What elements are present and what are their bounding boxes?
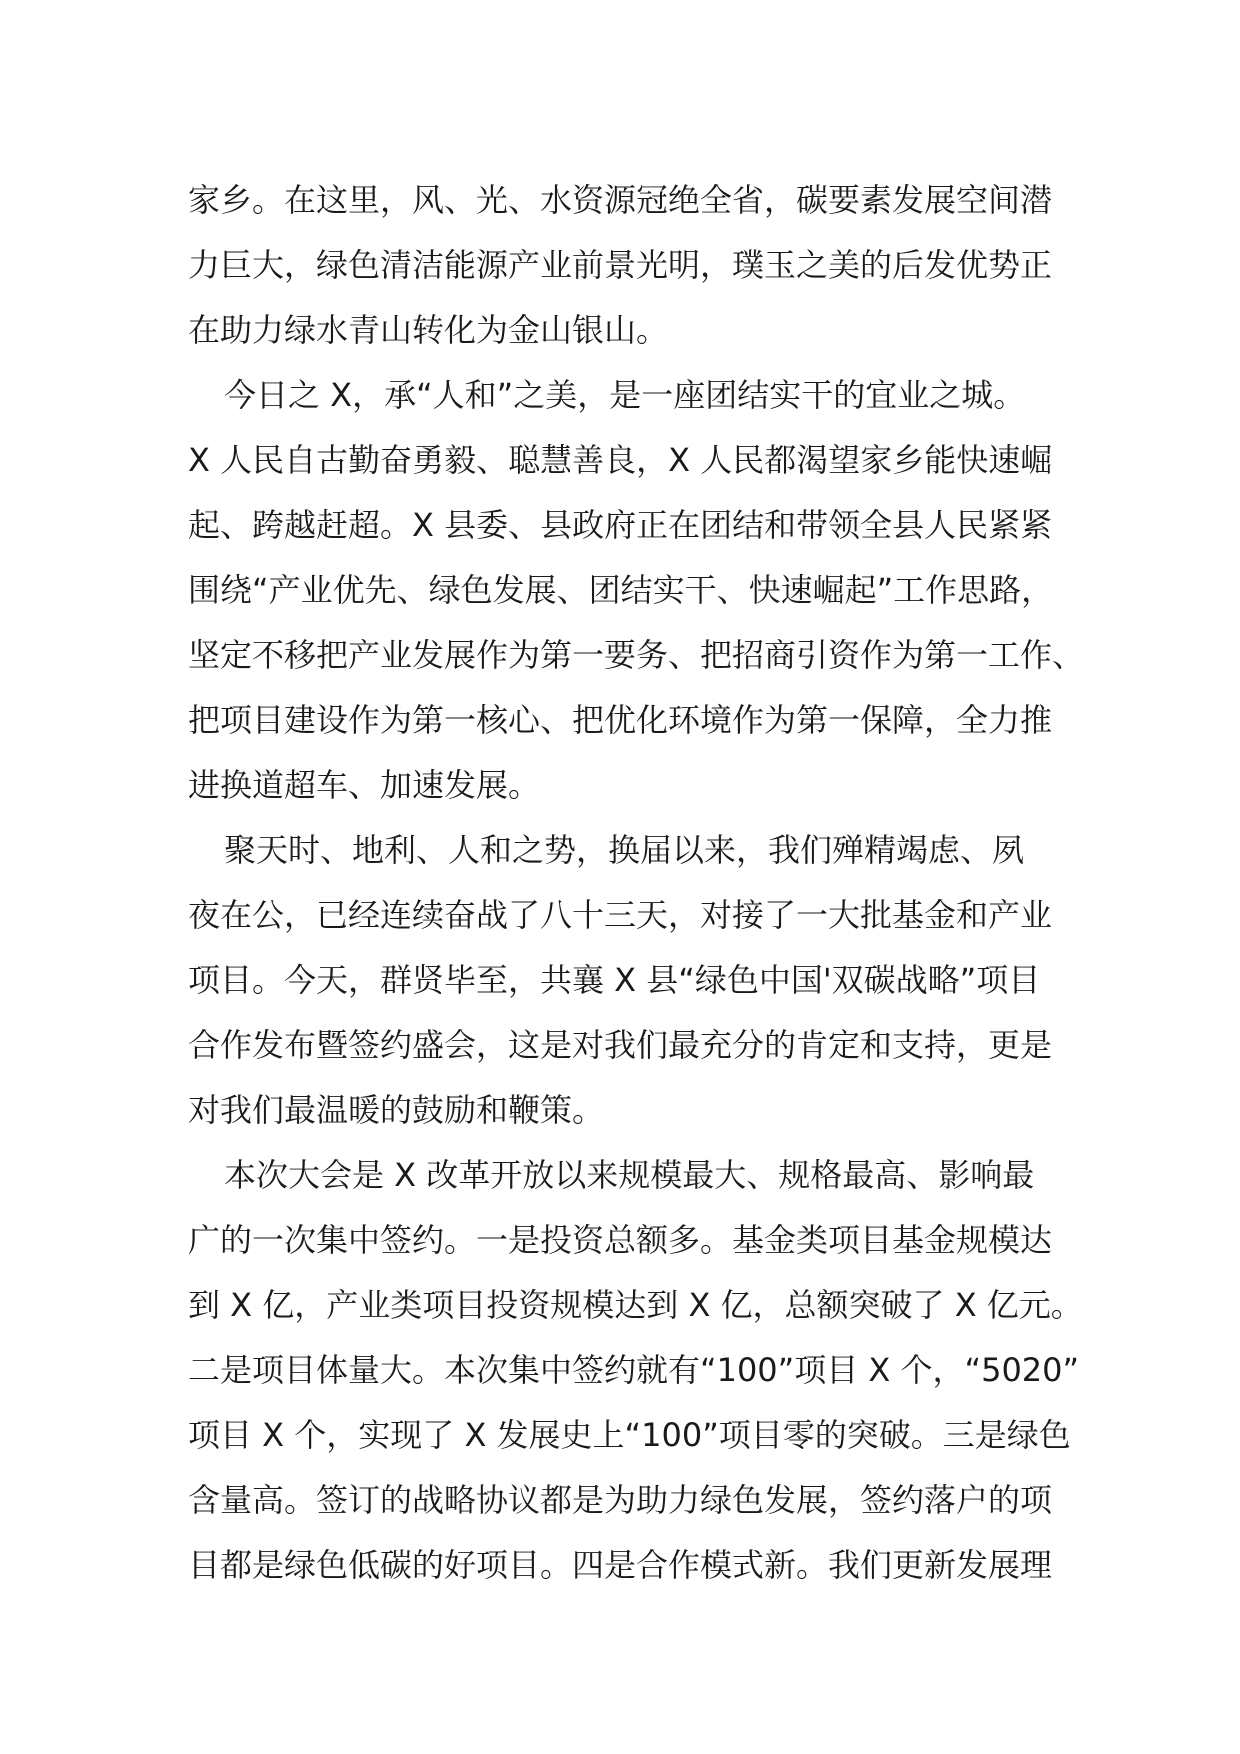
- text-line: 到 X 亿，产业类项目投资规模达到 X 亿，总额突破了 X 亿元。: [188, 1286, 1083, 1324]
- text-line: 家乡。在这里，风、光、水资源冠绝全省，碳要素发展空间潜: [188, 181, 1053, 219]
- text-line: 合作发布暨签约盛会，这是对我们最充分的肯定和支持，更是: [188, 1026, 1053, 1064]
- text-line: X 人民自古勤奋勇毅、聪慧善良，X 人民都渴望家乡能快速崛: [188, 441, 1053, 479]
- text-line: 广的一次集中签约。一是投资总额多。基金类项目基金规模达: [188, 1221, 1053, 1259]
- text-line: 对我们最温暖的鼓励和鞭策。: [188, 1091, 605, 1129]
- text-line: 围绕“产业优先、绿色发展、团结实干、快速崛起”工作思路，: [188, 571, 1054, 609]
- text-line: 力巨大，绿色清洁能源产业前景光明，璞玉之美的后发优势正: [188, 246, 1053, 284]
- text-line: 夜在公，已经连续奋战了八十三天，对接了一大批基金和产业: [188, 896, 1053, 934]
- document-body: [188, 168, 1085, 1598]
- text-line: 起、跨越赶超。X 县委、县政府正在团结和带领全县人民紧紧: [188, 506, 1053, 544]
- text-line: 坚定不移把产业发展作为第一要务、把招商引资作为第一工作、: [188, 636, 1085, 674]
- text-line: 进换道超车、加速发展。: [188, 766, 541, 804]
- text-line: 含量高。签订的战略协议都是为助力绿色发展，签约落户的项: [188, 1481, 1053, 1519]
- text-line: 把项目建设作为第一核心、把优化环境作为第一保障，全力推: [188, 701, 1053, 739]
- text-line: 二是项目体量大。本次集中签约就有“100”项目 X 个，“5020”: [188, 1351, 1080, 1389]
- paragraph-first-line: 本次大会是 X 改革开放以来规模最大、规格最高、影响最: [224, 1156, 1035, 1194]
- text-line: 在助力绿水青山转化为金山银山。: [188, 311, 669, 349]
- text-line: 目都是绿色低碳的好项目。四是合作模式新。我们更新发展理: [188, 1546, 1053, 1584]
- paragraph-first-line: 聚天时、地利、人和之势，换届以来，我们殚精竭虑、夙: [224, 831, 1025, 869]
- text-line: 项目。今天，群贤毕至，共襄 X 县“绿色中国'双碳战略”项目: [188, 961, 1041, 999]
- text-line: 项目 X 个，实现了 X 发展史上“100”项目零的突破。三是绿色: [188, 1416, 1071, 1454]
- paragraph-first-line: 今日之 X，承“人和”之美，是一座团结实干的宜业之城。: [224, 376, 1026, 414]
